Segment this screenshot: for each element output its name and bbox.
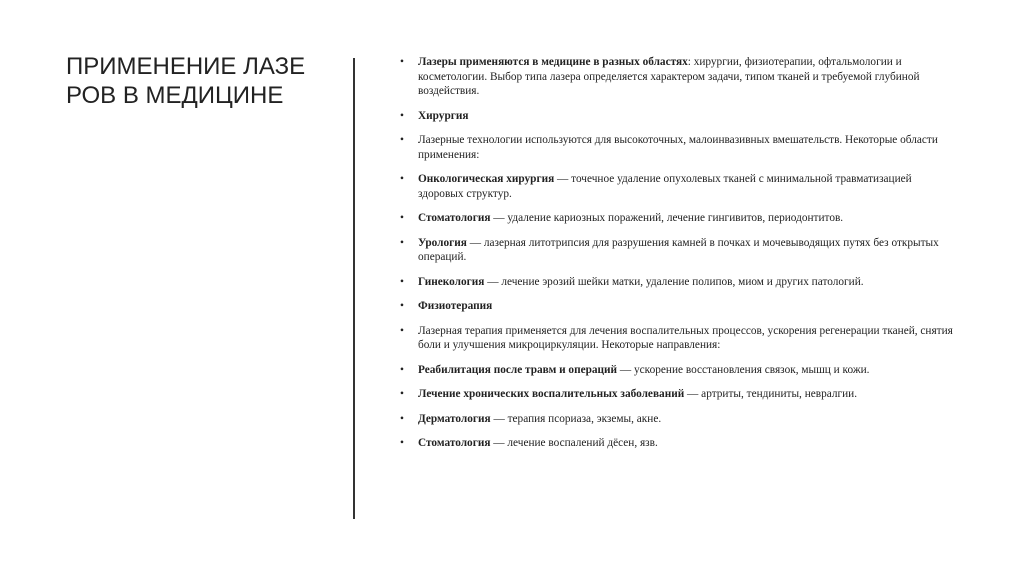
bullet-icon: •	[400, 236, 404, 249]
item-heading: Стоматология	[418, 437, 491, 449]
item-heading: Реабилитация после травм и операций	[418, 363, 618, 376]
item-heading: Гинекология	[418, 275, 485, 288]
item-text: — лазерная литотрипсия для разрушения камней в почках и мочевыводящих путях без открытых операций.	[418, 236, 939, 263]
slide-title: ПРИМЕНЕНИЕ ЛАЗЕ РОВ В МЕДИЦИНЕ	[66, 53, 306, 109]
list-item	[400, 387, 956, 402]
list-item	[400, 236, 956, 265]
list-item	[400, 55, 956, 99]
bullet-icon: •	[400, 412, 404, 425]
bullet-icon: •	[400, 300, 404, 312]
list-item	[400, 172, 956, 201]
item-text: — артриты, тендиниты, невралгии.	[684, 388, 858, 400]
item-text: Лазерные технологии используются для высокоточных, малоинвазивных вмешательств. Некоторые области применения:	[418, 134, 938, 161]
list-item	[400, 363, 956, 378]
item-heading: Стоматология	[418, 212, 491, 224]
bullet-icon: •	[400, 324, 404, 337]
list-item	[400, 211, 956, 226]
list-item	[400, 133, 956, 162]
item-text: — терапия псориаза, экземы, акне.	[490, 412, 662, 425]
list-item	[400, 436, 956, 451]
item-heading: Лечение хронических воспалительных заболеваний	[418, 388, 685, 400]
item-text: : хирургии, физиотерапии, офтальмологии и косметологии. Выбор типа лазера определяется характером задачи, типом тканей и требуемой глубиной воздействия.	[418, 56, 920, 97]
item-text: — лечение воспалений дёсен, язв.	[490, 437, 658, 449]
bullet-icon: •	[400, 437, 404, 449]
list-item	[400, 324, 956, 353]
item-text: — удаление кариозных поражений, лечение гингивитов, периодонтитов.	[490, 212, 844, 224]
bullet-list	[400, 55, 956, 461]
list-item	[400, 299, 956, 314]
item-text: — лечение эрозий шейки матки, удаление полипов, миом и других патологий.	[484, 275, 864, 288]
item-heading: Лазеры применяются в медицине в разных областях	[418, 56, 688, 68]
item-text: Лазерная терапия применяется для лечения воспалительных процессов, ускорения регенерации тканей, снятия боли и улучшения микроциркуляции. Некоторые направления:	[418, 324, 953, 351]
item-heading: Дерматология	[418, 412, 491, 425]
item-heading: Урология	[418, 236, 467, 249]
list-item	[400, 412, 956, 427]
bullet-icon: •	[400, 275, 404, 288]
item-text: — точечное удаление опухолевых тканей с минимальной травматизацией здоровых структур.	[418, 173, 912, 200]
bullet-icon: •	[400, 212, 404, 224]
item-heading: Хирургия	[418, 109, 469, 122]
bullet-icon: •	[400, 134, 404, 146]
item-heading: Физиотерапия	[418, 300, 493, 312]
bullet-icon: •	[400, 388, 404, 400]
bullet-icon: •	[400, 56, 404, 68]
vertical-divider	[353, 58, 355, 519]
bullet-icon: •	[400, 173, 404, 185]
list-item	[400, 109, 956, 124]
item-heading: Онкологическая хирургия	[418, 173, 555, 185]
item-text: — ускорение восстановления связок, мышц и кожи.	[617, 363, 870, 376]
bullet-icon: •	[400, 109, 404, 122]
bullet-icon: •	[400, 363, 404, 376]
list-item	[400, 275, 956, 290]
